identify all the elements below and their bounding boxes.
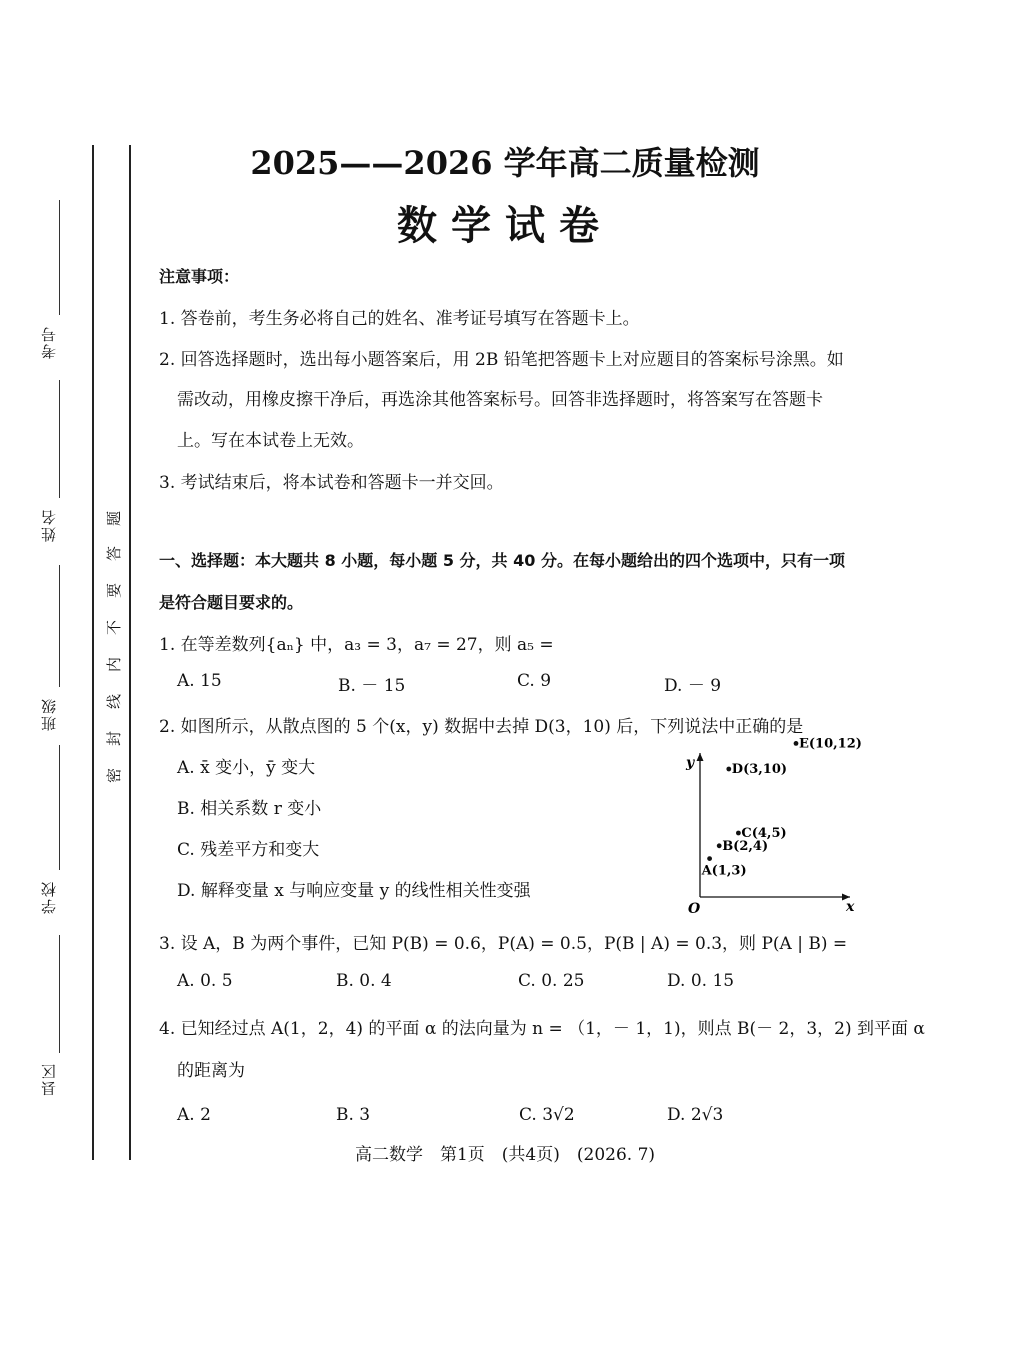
q2-option-d: D. 解释变量 x 与响应变量 y 的线性相关性变强 <box>177 881 531 901</box>
seal-char: 题 <box>105 510 124 527</box>
notice-item-2: 2. 回答选择题时，选出每小题答案后，用 2B 铅笔把答题卡上对应题目的答案标号涂黑。如 <box>159 350 844 370</box>
point-label: B(2,4) <box>722 838 769 854</box>
point-label: D(3,10) <box>731 762 788 777</box>
class-underline[interactable] <box>59 565 60 687</box>
school-underline[interactable] <box>59 745 60 870</box>
q4-option-c: C. 3√2 <box>519 1105 575 1125</box>
page-footer: 高二数学 第1页 (共4页) (2026. 7) <box>354 1145 656 1165</box>
q3-option-b: B. 0. 4 <box>336 971 392 991</box>
seal-char: 内 <box>105 656 124 673</box>
seal-char: 线 <box>105 693 124 710</box>
notice-item-1: 1. 答卷前，考生务必将自己的姓名、准考证号填写在答题卡上。 <box>159 309 640 329</box>
exam-title: 2025——2026 学年高二质量检测 <box>250 144 760 182</box>
label-district: 县区 <box>40 1062 58 1096</box>
scatter-point <box>707 856 712 861</box>
question-4: 4. 已知经过点 A(1，2，4) 的平面 α 的法向量为 n = （1，－ 1，1)，则点 B(－ 2，3，2) 到平面 α <box>159 1019 925 1039</box>
q3-option-d: D. 0. 15 <box>667 971 735 991</box>
question-1: 1. 在等差数列{aₙ} 中，a₃ = 3，a₇ = 27，则 a₅ = <box>159 635 554 655</box>
notice-item-2-cont: 上。写在本试卷上无效。 <box>177 431 364 451</box>
seal-char: 不 <box>105 619 124 636</box>
seal-char: 要 <box>105 582 124 599</box>
origin-label: O <box>688 901 701 917</box>
scatter-point <box>717 843 722 848</box>
q4-option-a: A. 2 <box>177 1105 211 1125</box>
seal-char: 答 <box>105 545 124 562</box>
scatter-point <box>736 831 741 836</box>
q2-option-a: A. x̄ 变小，ȳ 变大 <box>177 758 316 778</box>
q3-option-a: A. 0. 5 <box>177 971 233 991</box>
scatter-point <box>726 767 731 772</box>
notice-item-2-cont: 需改动，用橡皮擦干净后，再选涂其他答案标号。回答非选择题时，将答案写在答题卡 <box>177 390 823 410</box>
label-name: 姓名 <box>40 508 58 542</box>
seal-char: 封 <box>105 730 124 747</box>
notice-heading: 注意事项： <box>159 267 240 286</box>
seal-char: 密 <box>105 767 124 784</box>
binding-line-inner <box>129 145 131 1160</box>
point-label: C(4,5) <box>741 826 787 841</box>
section-heading-cont: 是符合题目要求的。 <box>159 593 304 612</box>
y-axis-label: y <box>686 755 695 771</box>
q1-option-d: D. － 9 <box>664 676 722 696</box>
label-school: 学校 <box>40 880 58 914</box>
q4-option-b: B. 3 <box>336 1105 371 1125</box>
point-label: E(10,12) <box>799 736 862 752</box>
scatter-plot <box>670 736 870 917</box>
point-label: A(1,3) <box>701 863 747 879</box>
y-axis-arrow <box>697 753 704 761</box>
label-class: 班级 <box>40 697 58 731</box>
subject-title: 数学试卷 <box>397 203 613 249</box>
q1-option-b: B. － 15 <box>338 676 406 696</box>
question-2: 2. 如图所示，从散点图的 5 个(x，y) 数据中去掉 D(3，10) 后，下列说法中正确的是 <box>159 717 804 737</box>
q2-option-b: B. 相关系数 r 变小 <box>177 799 322 819</box>
q2-option-c: C. 残差平方和变大 <box>177 840 320 860</box>
section-heading: 一、选择题：本大题共 8 小题，每小题 5 分，共 40 分。在每小题给出的四个选项中，只有一项 <box>159 551 845 570</box>
q3-option-c: C. 0. 25 <box>518 971 585 991</box>
scatter-point <box>794 741 799 746</box>
district-underline[interactable] <box>59 935 60 1053</box>
binding-line-outer <box>92 145 94 1160</box>
question-4-cont: 的距离为 <box>177 1061 245 1081</box>
x-axis-label: x <box>846 899 855 915</box>
q1-option-c: C. 9 <box>517 671 552 691</box>
notice-item-3: 3. 考试结束后，将本试卷和答题卡一并交回。 <box>159 473 504 493</box>
name-underline[interactable] <box>59 380 60 498</box>
label-exam-number: 考号 <box>40 325 58 359</box>
q1-option-a: A. 15 <box>177 671 222 691</box>
question-3: 3. 设 A，B 为两个事件，已知 P(B) = 0.6，P(A) = 0.5，P(B | A) = 0.3，则 P(A | B) = <box>159 934 848 954</box>
q4-option-d: D. 2√3 <box>667 1105 724 1125</box>
